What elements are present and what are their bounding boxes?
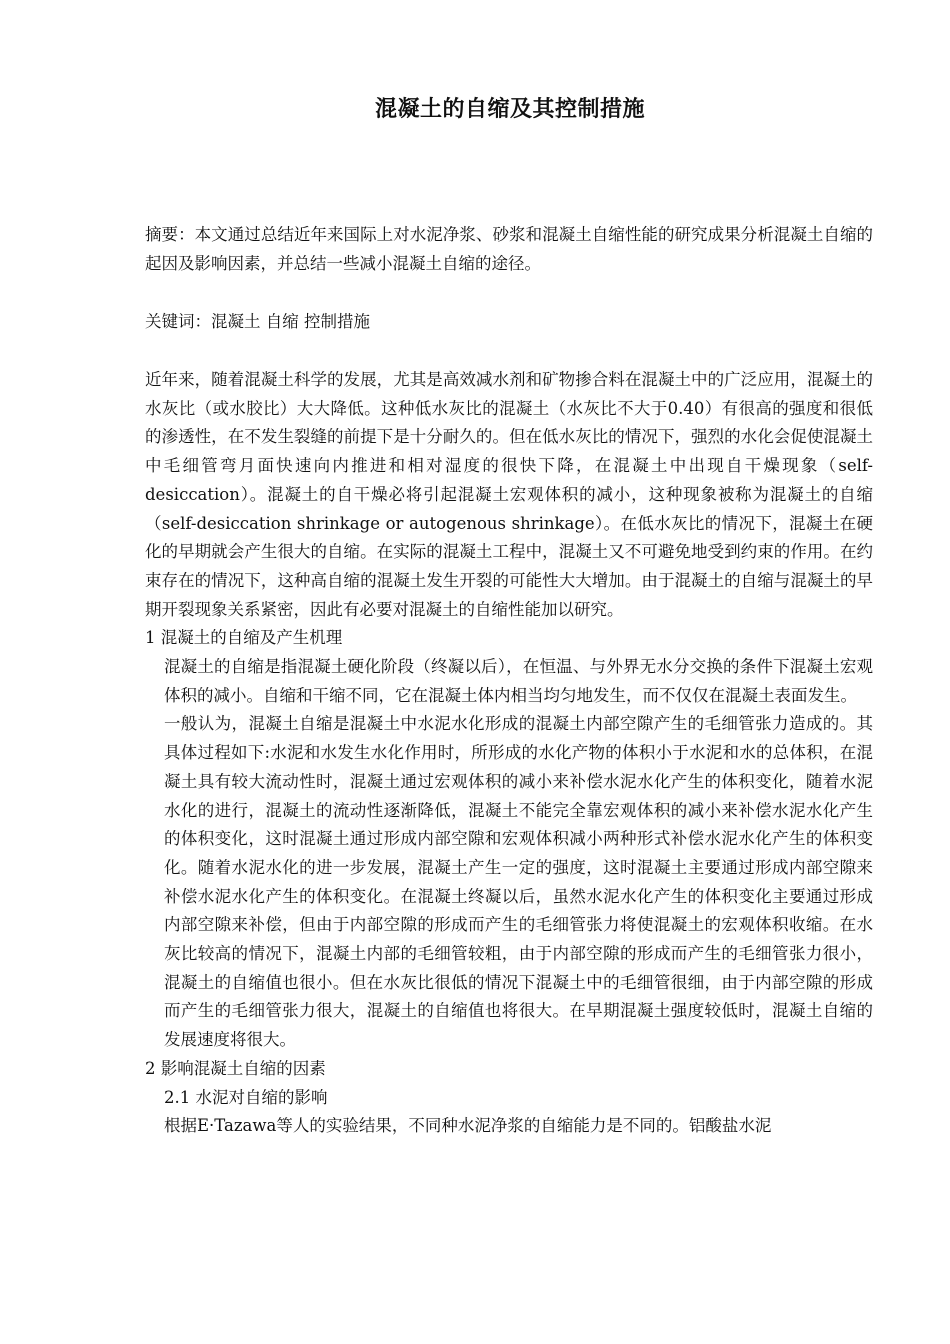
- abstract-text: 摘要：本文通过总结近年来国际上对水泥净浆、砂浆和混凝土自缩性能的研究成果分析混凝土自缩的起因及影响因素，并总结一些减小混凝土自缩的途径。: [145, 225, 873, 273]
- section-2-1-paragraph: [145, 1112, 873, 1141]
- section-2-heading: 2 影响混凝土自缩的因素: [145, 1058, 326, 1078]
- section-1-paragraph-1-text: 混凝土的自缩是指混凝土硬化阶段（终凝以后），在恒温、与外界无水分交换的条件下混凝土宏观体积的减小。自缩和干缩不同，它在混凝土体内相当均匀地发生，而不仅仅在混凝土表面发生。: [164, 657, 873, 705]
- main-body: [145, 366, 873, 1141]
- section-1-paragraph-2: [145, 710, 873, 1054]
- section-1-paragraph-1: [145, 653, 873, 710]
- section-2-1-heading: 2.1 水泥对自缩的影响: [164, 1087, 328, 1107]
- section-1-heading: 1 混凝土的自缩及产生机理: [145, 628, 343, 648]
- document-title: 混凝土的自缩及其控制措施: [374, 96, 645, 122]
- keywords-text: 关键词：混凝土 自缩 控制措施: [145, 312, 370, 331]
- keywords-line: [145, 308, 873, 337]
- abstract-paragraph: [145, 221, 873, 278]
- section-2-1-paragraph-text: 根据E·Tazawa等人的实验结果，不同种水泥净浆的自缩能力是不同的。铝酸盐水泥: [164, 1116, 772, 1136]
- intro-paragraph: 近年来，随着混凝土科学的发展，尤其是高效减水剂和矿物掺合料在混凝土中的广泛应用，混凝土的水灰比（或水胶比）大大降低。这种低水灰比的混凝土（水灰比不大于0.40）有很高的强度和很低的渗透性，在不发生裂缝的前提下是十分耐久的。但在低水灰比的情况下，强烈的水化会促使混凝土中毛细管弯月面快速向内推进和相对湿度的很快下降，在混凝土中出现自干燥现象（self-desiccation）。混凝土的自干燥必将引起混凝土宏观体积的减小，这种现象被称为混凝土的自缩（self-desiccation shrinkage or autogenous shrinkage）。在低水灰比的情况下，混凝土在硬化的早期就会产生很大的自缩。在实际的混凝土工程中，混凝土又不可避免地受到约束的作用。在约束存在的情况下，这种高自缩的混凝土发生开裂的可能性大大增加。由于混凝土的自缩与混凝土的早期开裂现象关系紧密，因此有必要对混凝土的自缩性能加以研究。: [145, 370, 873, 619]
- section-1-paragraph-2-text: 一般认为，混凝土自缩是混凝土中水泥水化形成的混凝土内部空隙产生的毛细管张力造成的。其具体过程如下:水泥和水发生水化作用时，所形成的水化产物的体积小于水泥和水的总体积，在混凝土具有较大流动性时，混凝土通过宏观体积的减小来补偿水泥水化产生的体积变化，随着水泥水化的进行，混凝土的流动性逐渐降低，混凝土不能完全靠宏观体积的减小来补偿水泥水化产生的体积变化，这时混凝土通过形成内部空隙和宏观体积减小两种形式补偿水泥水化产生的体积变化。随着水泥水化的进一步发展，混凝土产生一定的强度，这时混凝土主要通过形成内部空隙来补偿水泥水化产生的体积变化。在混凝土终凝以后，虽然水泥水化产生的体积变化主要通过形成内部空隙来补偿，但由于内部空隙的形成而产生的毛细管张力将使混凝土的宏观体积收缩。在水灰比较高的情况下，混凝土内部的毛细管较粗，由于内部空隙的形成而产生的毛细管张力很小，混凝土的自缩值也很小。但在水灰比很低的情况下混凝土中的毛细管很细，由于内部空隙的形成而产生的毛细管张力很大，混凝土的自缩值也将很大。在早期混凝土强度较低时，混凝土自缩的发展速度将很大。: [164, 714, 873, 1050]
